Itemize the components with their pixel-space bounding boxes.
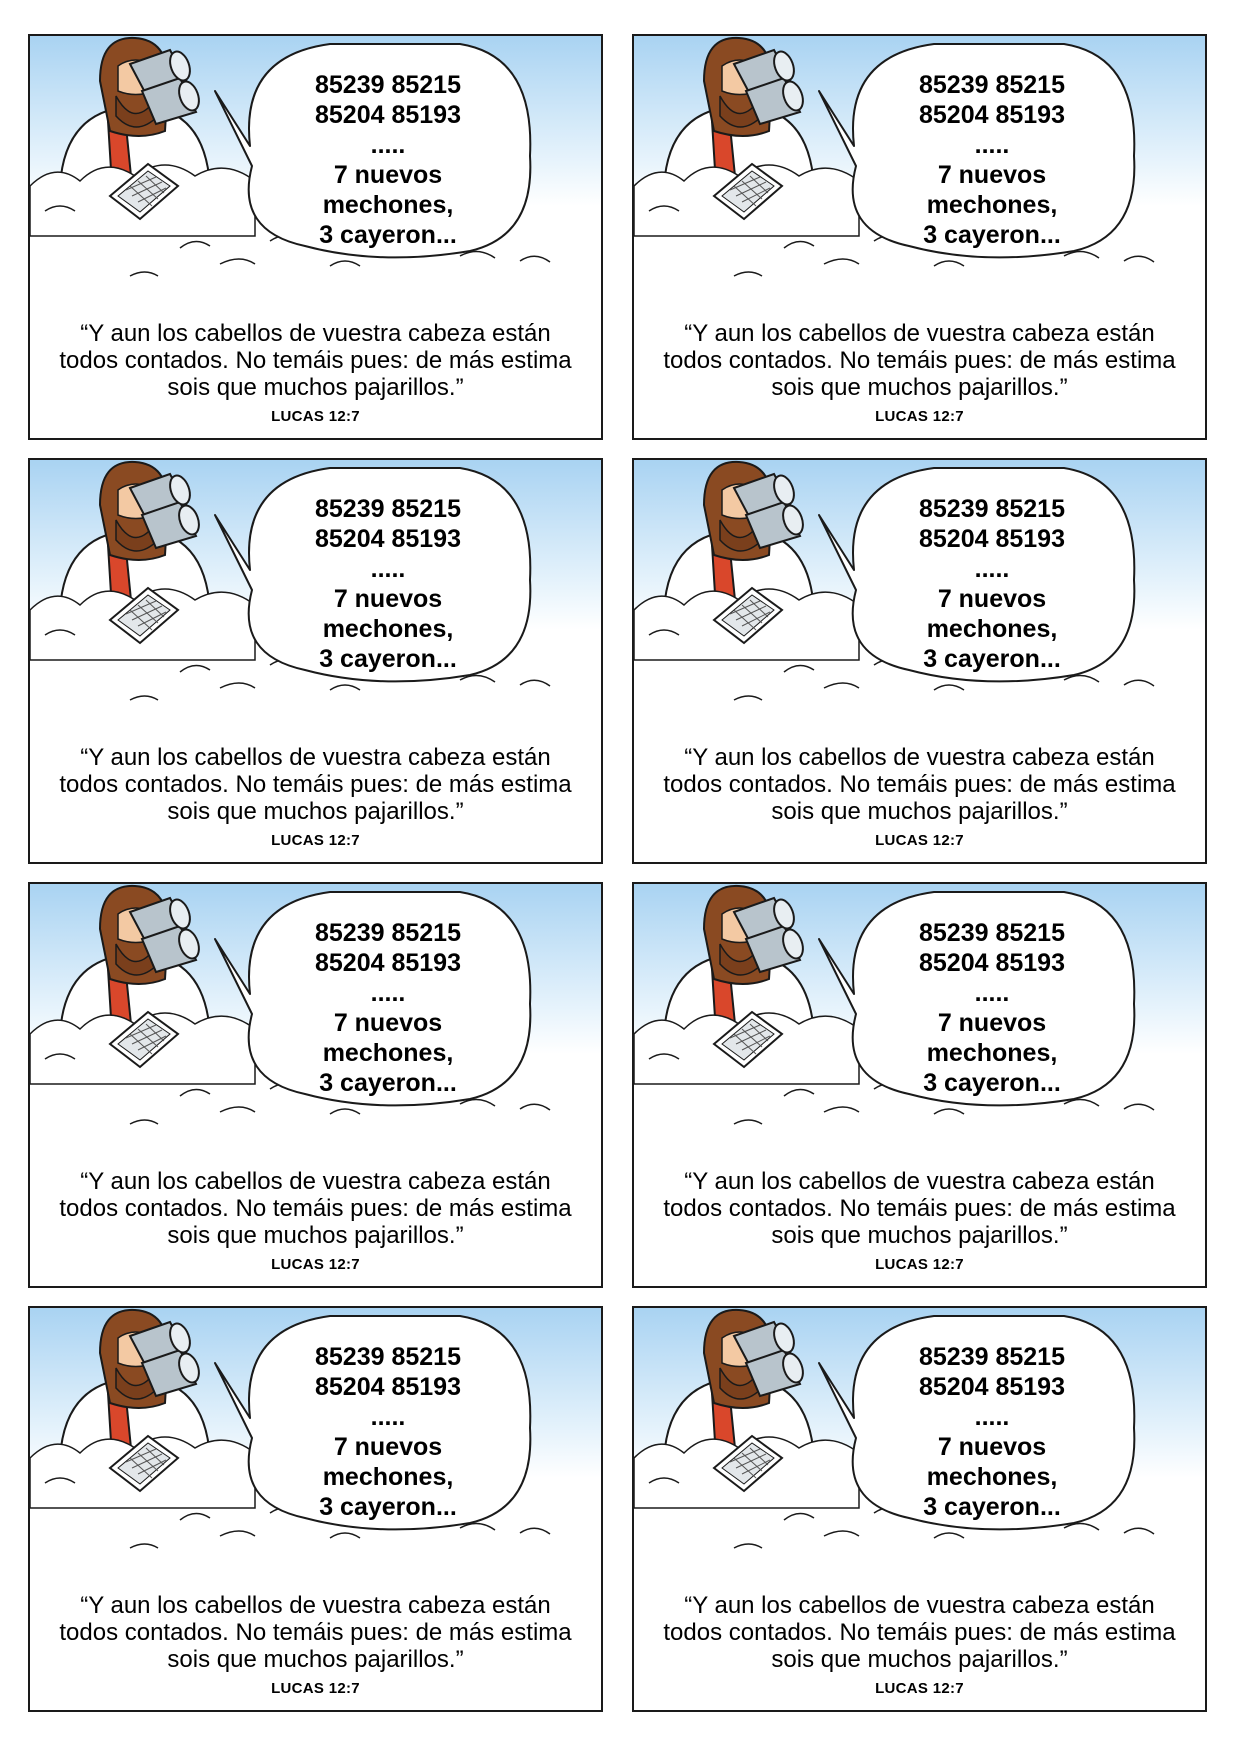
quote-line: sois que muchos pajarillos.” [167, 1646, 464, 1673]
verse-quote [30, 1592, 601, 1673]
bubble-line: 7 nuevos [937, 161, 1047, 189]
bubble-line: 85239 85215 [919, 919, 1065, 947]
verse-card [632, 1306, 1207, 1712]
quote-line: todos contados. No temáis pues: de más estima [59, 1195, 572, 1222]
quote-line: “Y aun los cabellos de vuestra cabeza están [80, 320, 551, 347]
quote-line: “Y aun los cabellos de vuestra cabeza están [684, 1592, 1155, 1619]
bubble-line: 3 cayeron... [923, 1069, 1061, 1097]
verse-quote [634, 1592, 1205, 1673]
quote-line: todos contados. No temáis pues: de más estima [59, 1619, 572, 1646]
verse-quote [634, 1168, 1205, 1249]
verse-reference: LUCAS 12:7 [875, 1256, 964, 1273]
bubble-line: 7 nuevos [333, 585, 443, 613]
quote-line: sois que muchos pajarillos.” [167, 374, 464, 401]
bubble-line: ..... [974, 979, 1010, 1007]
bubble-line: 3 cayeron... [319, 1069, 457, 1097]
bubble-line: 85204 85193 [315, 1373, 461, 1401]
verse-card [632, 882, 1207, 1288]
verse-reference: LUCAS 12:7 [271, 1256, 360, 1273]
quote-line: “Y aun los cabellos de vuestra cabeza están [684, 1168, 1155, 1195]
bubble-text [892, 70, 1092, 250]
quote-line: todos contados. No temáis pues: de más estima [663, 771, 1176, 798]
bubble-line: 85239 85215 [315, 919, 461, 947]
bubble-line: 3 cayeron... [923, 1493, 1061, 1521]
bubble-text [288, 918, 488, 1098]
bubble-line: ..... [370, 979, 406, 1007]
bubble-line: mechones, [926, 1463, 1058, 1491]
bubble-line: ..... [370, 555, 406, 583]
quote-line: “Y aun los cabellos de vuestra cabeza están [684, 320, 1155, 347]
quote-line: sois que muchos pajarillos.” [771, 1646, 1068, 1673]
verse-card [632, 34, 1207, 440]
bubble-text [288, 1342, 488, 1522]
bubble-line: 7 nuevos [937, 1009, 1047, 1037]
quote-line: todos contados. No temáis pues: de más estima [663, 1195, 1176, 1222]
bubble-line: 7 nuevos [333, 161, 443, 189]
bubble-line: 85204 85193 [919, 525, 1065, 553]
verse-quote [30, 744, 601, 825]
bubble-line: 85204 85193 [919, 101, 1065, 129]
bubble-line: 7 nuevos [333, 1009, 443, 1037]
quote-line: sois que muchos pajarillos.” [167, 798, 464, 825]
bubble-line: mechones, [926, 615, 1058, 643]
bubble-line: 85204 85193 [315, 525, 461, 553]
bubble-line: 3 cayeron... [319, 645, 457, 673]
verse-card [28, 458, 603, 864]
bubble-line: ..... [974, 1403, 1010, 1431]
bubble-line: 85204 85193 [315, 101, 461, 129]
quote-line: sois que muchos pajarillos.” [771, 798, 1068, 825]
bubble-line: mechones, [926, 1039, 1058, 1067]
bubble-line: 85239 85215 [315, 495, 461, 523]
bubble-line: mechones, [926, 191, 1058, 219]
bubble-line: mechones, [322, 191, 454, 219]
bubble-text [892, 494, 1092, 674]
quote-line: “Y aun los cabellos de vuestra cabeza están [80, 1592, 551, 1619]
quote-line: todos contados. No temáis pues: de más estima [663, 347, 1176, 374]
verse-reference: LUCAS 12:7 [875, 408, 964, 425]
verse-reference: LUCAS 12:7 [271, 1680, 360, 1697]
verse-card [28, 34, 603, 440]
verse-reference: LUCAS 12:7 [271, 832, 360, 849]
verse-card [28, 1306, 603, 1712]
bubble-line: 85239 85215 [315, 1343, 461, 1371]
bubble-line: 7 nuevos [937, 1433, 1047, 1461]
bubble-line: ..... [974, 131, 1010, 159]
quote-line: todos contados. No temáis pues: de más estima [663, 1619, 1176, 1646]
quote-line: todos contados. No temáis pues: de más estima [59, 771, 572, 798]
verse-reference: LUCAS 12:7 [875, 832, 964, 849]
bubble-text [892, 918, 1092, 1098]
bubble-text [288, 70, 488, 250]
verse-reference: LUCAS 12:7 [271, 408, 360, 425]
quote-line: sois que muchos pajarillos.” [167, 1222, 464, 1249]
bubble-line: 85204 85193 [919, 949, 1065, 977]
bubble-line: ..... [974, 555, 1010, 583]
bubble-line: 85239 85215 [919, 495, 1065, 523]
verse-card [28, 882, 603, 1288]
bubble-line: 85204 85193 [315, 949, 461, 977]
bubble-line: 85239 85215 [919, 71, 1065, 99]
bubble-line: 3 cayeron... [923, 645, 1061, 673]
bubble-line: 7 nuevos [937, 585, 1047, 613]
bubble-line: 85239 85215 [315, 71, 461, 99]
quote-line: “Y aun los cabellos de vuestra cabeza están [684, 744, 1155, 771]
quote-line: sois que muchos pajarillos.” [771, 1222, 1068, 1249]
bubble-line: 3 cayeron... [923, 221, 1061, 249]
quote-line: todos contados. No temáis pues: de más estima [59, 347, 572, 374]
bubble-text [288, 494, 488, 674]
quote-line: sois que muchos pajarillos.” [771, 374, 1068, 401]
bubble-line: mechones, [322, 615, 454, 643]
verse-quote [30, 1168, 601, 1249]
verse-quote [30, 320, 601, 401]
bubble-line: ..... [370, 131, 406, 159]
bubble-line: 85204 85193 [919, 1373, 1065, 1401]
bubble-line: mechones, [322, 1463, 454, 1491]
verse-reference: LUCAS 12:7 [875, 1680, 964, 1697]
bubble-line: 7 nuevos [333, 1433, 443, 1461]
bubble-line: mechones, [322, 1039, 454, 1067]
verse-card [632, 458, 1207, 864]
bubble-line: 85239 85215 [919, 1343, 1065, 1371]
quote-line: “Y aun los cabellos de vuestra cabeza están [80, 1168, 551, 1195]
verse-quote [634, 320, 1205, 401]
quote-line: “Y aun los cabellos de vuestra cabeza están [80, 744, 551, 771]
bubble-line: 3 cayeron... [319, 221, 457, 249]
bubble-text [892, 1342, 1092, 1522]
verse-quote [634, 744, 1205, 825]
bubble-line: ..... [370, 1403, 406, 1431]
bubble-line: 3 cayeron... [319, 1493, 457, 1521]
